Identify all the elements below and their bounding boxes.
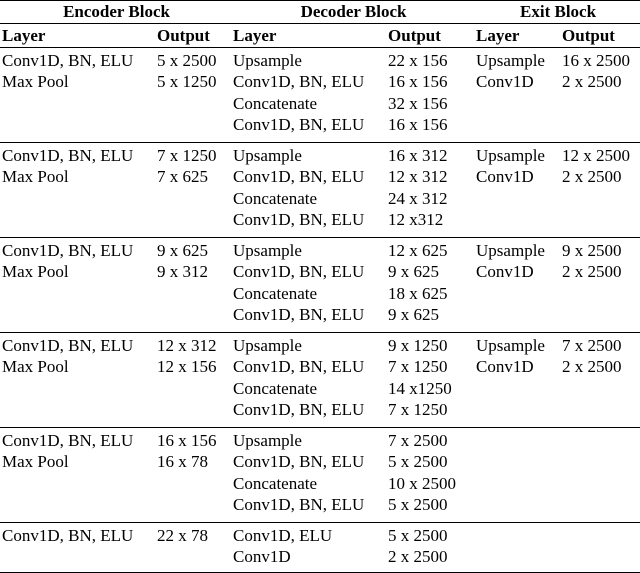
encoder-output-shape: 9 x 312	[157, 262, 208, 281]
decoder-layer-name: Concatenate	[233, 283, 318, 303]
exit-layer-name: Conv1D	[476, 167, 534, 186]
decoder-layer-header: Layer	[231, 23, 386, 47]
encoder-output-cell	[155, 47, 231, 142]
decoder-layer-cell	[231, 47, 386, 142]
exit-layer-name: Conv1D	[476, 262, 534, 281]
encoder-layer-name: Max Pool	[2, 167, 69, 186]
encoder-layer-name: Conv1D, BN, ELU	[2, 430, 134, 450]
decoder-output-shape: 2 x 2500	[388, 547, 448, 566]
decoder-layer-name: Concatenate	[233, 188, 318, 208]
decoder-output-shape: 9 x 1250	[388, 335, 448, 355]
exit-layer-cell	[474, 427, 560, 522]
encoder-layer-cell	[0, 142, 155, 237]
exit-block-header: Exit Block	[474, 1, 640, 24]
decoder-output-shape: 12 x 312	[388, 167, 448, 186]
stage-row	[0, 47, 640, 142]
exit-output-shape: 7 x 2500	[562, 335, 622, 355]
decoder-output-shape: 10 x 2500	[388, 473, 457, 493]
encoder-output-shape: 7 x 625	[157, 167, 208, 186]
decoder-output-cell	[386, 332, 474, 427]
encoder-layer-name: Conv1D, BN, ELU	[2, 145, 134, 165]
stage-row	[0, 237, 640, 332]
exit-output-header: Output	[560, 23, 640, 47]
encoder-layer-name: Max Pool	[2, 357, 69, 376]
exit-output-shape: 9 x 2500	[562, 240, 622, 260]
exit-output-cell	[560, 332, 640, 427]
decoder-layer-name: Conv1D, BN, ELU	[233, 72, 365, 91]
decoder-layer-name: Upsample	[233, 145, 302, 165]
decoder-output-shape: 7 x 1250	[388, 357, 448, 376]
decoder-layer-name: Upsample	[233, 335, 302, 355]
decoder-layer-cell	[231, 142, 386, 237]
decoder-output-shape: 14 x1250	[388, 378, 452, 398]
decoder-output-shape: 24 x 312	[388, 188, 448, 208]
decoder-layer-name: Conv1D, BN, ELU	[233, 115, 365, 134]
encoder-layer-cell	[0, 332, 155, 427]
decoder-output-shape: 5 x 2500	[388, 525, 448, 545]
exit-layer-header: Layer	[474, 23, 560, 47]
encoder-output-cell	[155, 332, 231, 427]
decoder-output-shape: 5 x 2500	[388, 452, 448, 471]
exit-layer-cell	[474, 237, 560, 332]
exit-output-shape: 2 x 2500	[562, 357, 622, 376]
exit-layer-name: Upsample	[476, 145, 545, 165]
decoder-layer-name: Conv1D, BN, ELU	[233, 210, 365, 229]
exit-output-shape: 16 x 2500	[562, 50, 631, 70]
decoder-layer-name: Conv1D, BN, ELU	[233, 305, 365, 324]
exit-layer-cell	[474, 142, 560, 237]
decoder-layer-cell	[231, 427, 386, 522]
exit-layer-name: Conv1D	[476, 357, 534, 376]
decoder-output-shape: 16 x 312	[388, 145, 448, 165]
decoder-layer-cell	[231, 522, 386, 572]
decoder-layer-name: Conv1D, ELU	[233, 525, 333, 545]
stage-row	[0, 522, 640, 572]
stage-rows	[0, 47, 640, 572]
exit-output-cell	[560, 522, 640, 572]
stage-row	[0, 142, 640, 237]
decoder-layer-name: Concatenate	[233, 93, 318, 113]
decoder-output-shape: 18 x 625	[388, 283, 448, 303]
decoder-output-header: Output	[386, 23, 474, 47]
decoder-output-shape: 7 x 2500	[388, 430, 448, 450]
decoder-output-shape: 16 x 156	[388, 72, 448, 91]
exit-output-shape: 12 x 2500	[562, 145, 631, 165]
decoder-layer-name: Concatenate	[233, 378, 318, 398]
decoder-layer-name: Upsample	[233, 240, 302, 260]
decoder-layer-name: Conv1D, BN, ELU	[233, 262, 365, 281]
decoder-output-cell	[386, 47, 474, 142]
decoder-layer-name: Upsample	[233, 430, 302, 450]
encoder-output-shape: 9 x 625	[157, 240, 208, 260]
encoder-output-header: Output	[155, 23, 231, 47]
decoder-output-shape: 9 x 625	[388, 262, 440, 281]
exit-layer-name: Conv1D	[476, 72, 534, 91]
encoder-output-shape: 12 x 156	[157, 357, 217, 376]
encoder-output-cell	[155, 427, 231, 522]
encoder-layer-name: Conv1D, BN, ELU	[2, 50, 134, 70]
exit-output-shape: 2 x 2500	[562, 262, 622, 281]
encoder-layer-header: Layer	[0, 23, 155, 47]
exit-layer-cell	[474, 332, 560, 427]
stage-row	[0, 427, 640, 522]
decoder-output-cell	[386, 427, 474, 522]
exit-output-cell	[560, 237, 640, 332]
decoder-output-shape: 5 x 2500	[388, 495, 448, 514]
exit-layer-name: Upsample	[476, 240, 545, 260]
decoder-output-shape: 9 x 625	[388, 305, 440, 324]
encoder-output-cell	[155, 522, 231, 572]
encoder-output-shape: 5 x 2500	[157, 50, 217, 70]
exit-output-cell	[560, 47, 640, 142]
encoder-layer-name: Conv1D, BN, ELU	[2, 335, 134, 355]
exit-layer-cell	[474, 47, 560, 142]
exit-output-shape: 2 x 2500	[562, 167, 622, 186]
decoder-output-shape: 12 x 625	[388, 240, 448, 260]
column-header-row	[0, 23, 640, 47]
encoder-layer-name: Max Pool	[2, 452, 69, 471]
encoder-layer-cell	[0, 427, 155, 522]
decoder-output-shape: 7 x 1250	[388, 400, 448, 419]
exit-output-cell	[560, 142, 640, 237]
block-header-row	[0, 1, 640, 24]
encoder-output-cell	[155, 142, 231, 237]
decoder-output-shape: 16 x 156	[388, 115, 448, 134]
stage-row	[0, 332, 640, 427]
decoder-output-shape: 22 x 156	[388, 50, 448, 70]
encoder-layer-name: Max Pool	[2, 72, 69, 91]
exit-layer-cell	[474, 522, 560, 572]
decoder-layer-name: Conv1D, BN, ELU	[233, 357, 365, 376]
encoder-layer-name: Conv1D, BN, ELU	[2, 525, 134, 545]
decoder-layer-name: Conv1D, BN, ELU	[233, 400, 365, 419]
exit-layer-name: Upsample	[476, 50, 545, 70]
decoder-output-shape: 12 x312	[388, 210, 444, 229]
encoder-output-shape: 16 x 78	[157, 452, 208, 471]
encoder-output-shape: 7 x 1250	[157, 145, 217, 165]
decoder-output-cell	[386, 237, 474, 332]
decoder-layer-cell	[231, 237, 386, 332]
exit-layer-name: Upsample	[476, 335, 545, 355]
encoder-output-shape: 5 x 1250	[157, 72, 217, 91]
decoder-layer-name: Conv1D, BN, ELU	[233, 167, 365, 186]
decoder-block-header: Decoder Block	[231, 1, 474, 24]
encoder-block-header: Encoder Block	[0, 1, 231, 24]
decoder-layer-name: Conv1D, BN, ELU	[233, 452, 365, 471]
decoder-output-cell	[386, 142, 474, 237]
decoder-layer-name: Upsample	[233, 50, 302, 70]
decoder-layer-cell	[231, 332, 386, 427]
encoder-layer-name: Conv1D, BN, ELU	[2, 240, 134, 260]
encoder-layer-cell	[0, 47, 155, 142]
decoder-output-shape: 32 x 156	[388, 93, 448, 113]
exit-output-cell	[560, 427, 640, 522]
decoder-layer-name: Concatenate	[233, 473, 318, 493]
exit-output-shape: 2 x 2500	[562, 72, 622, 91]
encoder-layer-cell	[0, 522, 155, 572]
encoder-layer-cell	[0, 237, 155, 332]
encoder-output-shape: 12 x 312	[157, 335, 217, 355]
encoder-output-shape: 22 x 78	[157, 525, 208, 545]
encoder-output-cell	[155, 237, 231, 332]
decoder-layer-name: Conv1D, BN, ELU	[233, 495, 365, 514]
encoder-layer-name: Max Pool	[2, 262, 69, 281]
encoder-output-shape: 16 x 156	[157, 430, 217, 450]
decoder-output-cell	[386, 522, 474, 572]
decoder-layer-name: Conv1D	[233, 547, 291, 566]
